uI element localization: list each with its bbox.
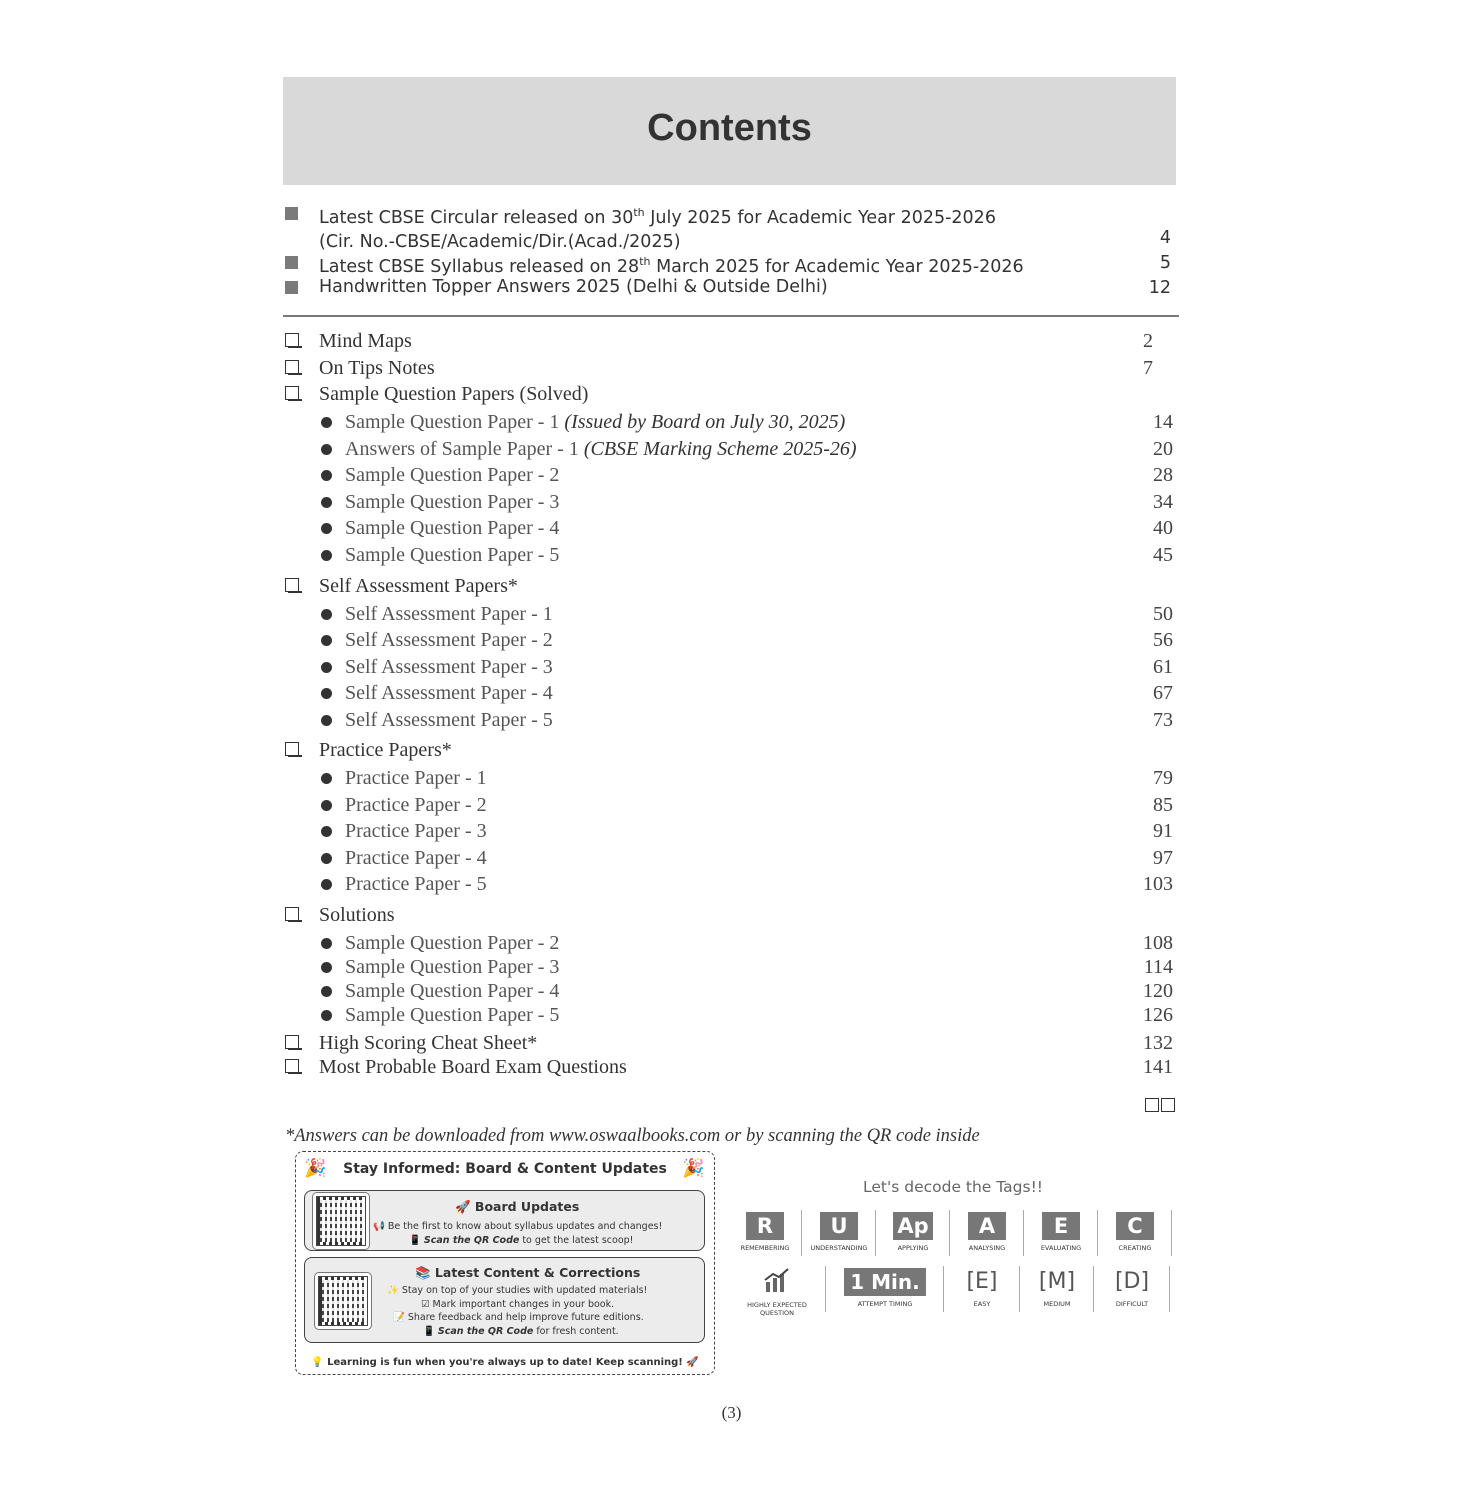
trend-chart-icon <box>762 1266 792 1296</box>
line-bold: Scan the QR Code <box>423 1235 520 1246</box>
square-bullet-icon <box>285 207 298 220</box>
toc-subrow <box>283 978 1176 1004</box>
bullet-icon <box>321 986 332 997</box>
panel-line: ☑ Mark important changes in your book. <box>421 1299 615 1310</box>
toc-sublabel: Self Assessment Paper - 1 <box>345 603 553 625</box>
checkbox-icon <box>285 742 299 756</box>
tag-bracket: [E] <box>966 1269 998 1294</box>
heading-text: Board Updates <box>474 1199 580 1214</box>
page-number-footer: (3) <box>721 1403 742 1422</box>
line-text: for fresh content. <box>533 1326 619 1337</box>
toc-subrow <box>283 654 1176 680</box>
page-number: 85 <box>1153 794 1173 816</box>
tag-badge: 1 Min. <box>844 1268 925 1296</box>
bullet-icon <box>321 688 332 699</box>
toc-subrow <box>283 409 1176 435</box>
toc-label: On Tips Notes <box>319 357 435 379</box>
toc-label: Practice Papers* <box>319 739 452 761</box>
page-number: 50 <box>1153 603 1173 625</box>
item-text: Latest CBSE Syllabus released on 28 <box>319 256 640 277</box>
page-number: 34 <box>1153 491 1173 513</box>
toc-sublabel: Sample Question Paper - 4 <box>345 517 560 539</box>
page-number: 45 <box>1153 544 1173 566</box>
checkbox-icon <box>285 578 299 592</box>
bullet-icon <box>321 800 332 811</box>
toc-sublabel: Practice Paper - 2 <box>345 794 487 816</box>
footer-text: Learning is fun when you're always up to date! Keep scanning! <box>327 1357 683 1368</box>
page-number: 28 <box>1153 464 1173 486</box>
bullet-icon <box>321 470 332 481</box>
updates-footer <box>296 1357 714 1368</box>
page-number: 132 <box>1143 1032 1173 1054</box>
toc-sublabel: Self Assessment Paper - 4 <box>345 682 553 704</box>
toc-row-probable-questions <box>283 1054 1176 1080</box>
toc-subrow <box>283 601 1176 627</box>
tag-easy <box>944 1264 1020 1314</box>
bullet-icon <box>321 715 332 726</box>
tag-caption: HIGHLY EXPECTED <box>747 1301 807 1309</box>
toc-sublabel: Sample Question Paper - 4 <box>345 980 560 1002</box>
page-number: 103 <box>1143 873 1173 895</box>
panel-line: 📝 Share feedback and help improve future editions. <box>393 1312 644 1323</box>
toc-sublabel: Self Assessment Paper - 2 <box>345 629 553 651</box>
item-text: Latest CBSE Circular released on 30 <box>319 207 634 228</box>
checkbox-icon <box>285 1059 299 1073</box>
checkbox-icon <box>285 333 299 347</box>
toc-subrow <box>283 1002 1176 1028</box>
toc-row-practice-papers <box>283 737 1176 763</box>
page-number: 91 <box>1153 820 1173 842</box>
footnote: *Answers can be downloaded from www.oswaalbooks.com or by scanning the QR code inside <box>285 1126 980 1146</box>
party-popper-icon: 🎉 <box>682 1158 705 1178</box>
toc-sublabel: Sample Question Paper - 5 <box>345 544 560 566</box>
page-number: 141 <box>1143 1056 1173 1078</box>
toc-subrow <box>283 436 1176 462</box>
updates-title: Stay Informed: Board & Content Updates <box>343 1161 667 1177</box>
tag-evaluating <box>1024 1208 1098 1258</box>
list-item <box>283 201 1176 253</box>
page-number: 61 <box>1153 656 1173 678</box>
toc-subrow <box>283 930 1176 956</box>
tag-badge: A <box>968 1212 1006 1240</box>
tag-caption: CREATING <box>1118 1244 1152 1252</box>
tags-legend <box>728 1172 1178 1322</box>
tag-bracket: [D] <box>1114 1269 1150 1294</box>
line-text: Be the first to know about syllabus updates and changes! <box>387 1221 663 1232</box>
square-bullet-icon <box>285 281 298 294</box>
page-number: 114 <box>1143 956 1173 978</box>
qr-code[interactable] <box>312 1192 370 1250</box>
bullet-icon <box>321 550 332 561</box>
toc-sublabel: Sample Question Paper - 3 <box>345 491 560 513</box>
tag-highly-expected <box>728 1264 826 1317</box>
superscript: th <box>639 255 651 268</box>
page-number: 79 <box>1153 767 1173 789</box>
tag-badge: E <box>1042 1212 1080 1240</box>
toc-subrow <box>283 845 1176 871</box>
bullet-icon <box>321 1010 332 1021</box>
toc-subrow <box>283 680 1176 706</box>
page-number: 108 <box>1143 932 1173 954</box>
bullet-icon <box>321 938 332 949</box>
tag-caption: QUESTION <box>760 1309 794 1317</box>
toc-label: Sample Question Papers (Solved) <box>319 383 589 405</box>
panel-line: ✨ Stay on top of your studies with updated materials! <box>387 1285 648 1296</box>
bullet-icon <box>321 635 332 646</box>
checkbox-icon <box>285 360 299 374</box>
page-number: 126 <box>1143 1004 1173 1026</box>
item-text: Handwritten Topper Answers 2025 (Delhi & Outside Delhi) <box>319 277 828 297</box>
toc-row-cheat-sheet <box>283 1030 1176 1056</box>
tags-title: Let's decode the Tags!! <box>862 1178 1044 1196</box>
tag-caption: UNDERSTANDING <box>810 1244 868 1252</box>
page-number: 20 <box>1153 438 1173 460</box>
tag-caption: ANALYSING <box>968 1244 1006 1252</box>
toc-subrow <box>283 871 1176 897</box>
books-icon: 📚 <box>415 1265 435 1280</box>
tag-difficult <box>1094 1264 1170 1314</box>
tag-caption: DIFFICULT <box>1115 1300 1149 1308</box>
toc-sublabel: Sample Question Paper - 2 <box>345 932 560 954</box>
page-number: 4 <box>1159 227 1171 248</box>
line-bold: Scan the QR Code <box>437 1326 534 1337</box>
panel-heading <box>455 1199 579 1215</box>
bullet-icon <box>321 773 332 784</box>
checkbox-icon <box>285 1035 299 1049</box>
highlight-list <box>283 201 1176 300</box>
tag-badge: C <box>1116 1212 1154 1240</box>
bullet-icon <box>321 523 332 534</box>
toc-sublabel <box>345 409 845 435</box>
toc-label: Solutions <box>319 904 395 926</box>
item-label: Sample Question Paper - 1 <box>345 411 565 433</box>
bullet-icon <box>321 609 332 620</box>
item-note: (Issued by Board on July 30, 2025) <box>564 411 846 433</box>
tag-badge: Ap <box>893 1212 932 1240</box>
panel-line: 📱 Scan the QR Code for fresh content. <box>423 1326 619 1337</box>
tag-creating <box>1098 1208 1172 1258</box>
rocket-icon: 🚀 <box>682 1357 699 1368</box>
tag-remembering <box>728 1208 802 1258</box>
toc-sublabel: Practice Paper - 4 <box>345 847 487 869</box>
bullet-icon <box>321 497 332 508</box>
line-text: to get the latest scoop! <box>519 1235 634 1246</box>
heading-text: Latest Content & Corrections <box>434 1265 641 1280</box>
end-mark-icon <box>1143 1098 1175 1117</box>
toc-subrow <box>283 954 1176 980</box>
line-text: Stay on top of your studies with updated materials! <box>401 1285 648 1296</box>
toc-row-solutions <box>283 902 1176 928</box>
toc-row-sample-papers <box>283 381 1176 407</box>
toc-subrow <box>283 515 1176 541</box>
toc-sublabel <box>345 436 857 462</box>
panel-line: 📱 Scan the QR Code to get the latest scoop! <box>409 1235 634 1246</box>
item-text-line2: (Cir. No.-CBSE/Academic/Dir.(Acad./2025) <box>319 232 681 253</box>
page-number: 2 <box>1143 330 1153 352</box>
divider <box>283 315 1179 317</box>
bullet-icon <box>321 417 332 428</box>
page-number: 67 <box>1153 682 1173 704</box>
tag-caption: EASY <box>973 1300 991 1308</box>
page-number: 12 <box>1148 277 1171 298</box>
checkbox-icon <box>285 907 299 921</box>
list-item <box>283 275 1176 300</box>
bullet-icon <box>321 826 332 837</box>
toc-sublabel: Self Assessment Paper - 3 <box>345 656 553 678</box>
bullet-icon <box>321 662 332 673</box>
page-number: 56 <box>1153 629 1173 651</box>
toc-label: Most Probable Board Exam Questions <box>319 1056 627 1078</box>
toc-label: High Scoring Cheat Sheet* <box>319 1032 538 1054</box>
toc-sublabel: Self Assessment Paper - 5 <box>345 709 553 731</box>
board-updates-panel <box>304 1190 705 1251</box>
item-text: March 2025 for Academic Year 2025-2026 <box>650 256 1024 277</box>
tag-medium <box>1020 1264 1094 1314</box>
page-number: 40 <box>1153 517 1173 539</box>
bullet-icon <box>321 879 332 890</box>
toc-subrow <box>283 792 1176 818</box>
updates-box <box>295 1151 715 1375</box>
list-item <box>283 250 1176 275</box>
bullet-icon <box>321 853 332 864</box>
toc-sublabel: Practice Paper - 5 <box>345 873 487 895</box>
lightbulb-icon: 💡 <box>311 1357 328 1368</box>
item-text: July 2025 for Academic Year 2025-2026 <box>644 207 996 228</box>
toc-label: Mind Maps <box>319 330 412 352</box>
tag-applying <box>876 1208 950 1258</box>
toc-row-self-assessment <box>283 573 1176 599</box>
item-note: (CBSE Marking Scheme 2025-26) <box>583 438 857 460</box>
toc-subrow <box>283 462 1176 488</box>
tag-caption: APPLYING <box>897 1244 929 1252</box>
tag-bracket: [M] <box>1038 1269 1076 1294</box>
toc-subrow <box>283 765 1176 791</box>
panel-heading <box>415 1265 640 1281</box>
contents-header <box>283 77 1176 185</box>
toc-subrow <box>283 542 1176 568</box>
toc-subrow <box>283 818 1176 844</box>
toc-sublabel: Practice Paper - 1 <box>345 767 487 789</box>
content-updates-panel <box>304 1257 705 1343</box>
toc-subrow <box>283 707 1176 733</box>
toc-subrow <box>283 627 1176 653</box>
tag-caption: MEDIUM <box>1043 1300 1071 1308</box>
tag-caption: REMEMBERING <box>740 1244 790 1252</box>
toc-sublabel: Sample Question Paper - 5 <box>345 1004 560 1026</box>
page-number: 73 <box>1153 709 1173 731</box>
page-number: 7 <box>1143 357 1153 379</box>
item-label: Answers of Sample Paper - 1 <box>345 438 584 460</box>
superscript: th <box>633 206 645 219</box>
tag-caption: ATTEMPT TIMING <box>857 1300 913 1308</box>
toc-sublabel: Sample Question Paper - 2 <box>345 464 560 486</box>
page-number: 14 <box>1153 411 1173 433</box>
panel-line: 📢 Be the first to know about syllabus updates and changes! <box>373 1221 663 1232</box>
bullet-icon <box>321 444 332 455</box>
page-number: 5 <box>1159 252 1171 273</box>
qr-code[interactable] <box>314 1272 372 1330</box>
rocket-icon: 🚀 <box>455 1199 475 1214</box>
toc-sublabel: Sample Question Paper - 3 <box>345 956 560 978</box>
tag-attempt-timing <box>826 1264 944 1314</box>
line-text: Share feedback and help improve future editions. <box>407 1312 644 1323</box>
tag-badge: U <box>820 1212 858 1240</box>
bullet-icon <box>321 962 332 973</box>
tag-understanding <box>802 1208 876 1258</box>
party-popper-icon: 🎉 <box>304 1158 327 1178</box>
toc-subrow <box>283 489 1176 515</box>
line-text: Mark important changes in your book. <box>432 1299 615 1310</box>
toc-row-mind-maps <box>283 328 1176 354</box>
tag-caption: EVALUATING <box>1040 1244 1082 1252</box>
toc-row-tips-notes <box>283 355 1176 381</box>
page-title: Contents <box>647 107 812 149</box>
page-number: 97 <box>1153 847 1173 869</box>
square-bullet-icon <box>285 256 298 269</box>
page-number: 120 <box>1143 980 1173 1002</box>
tag-analysing <box>950 1208 1024 1258</box>
checkbox-icon <box>285 386 299 400</box>
toc-sublabel: Practice Paper - 3 <box>345 820 487 842</box>
tag-badge: R <box>746 1212 784 1240</box>
toc-label: Self Assessment Papers* <box>319 575 518 597</box>
